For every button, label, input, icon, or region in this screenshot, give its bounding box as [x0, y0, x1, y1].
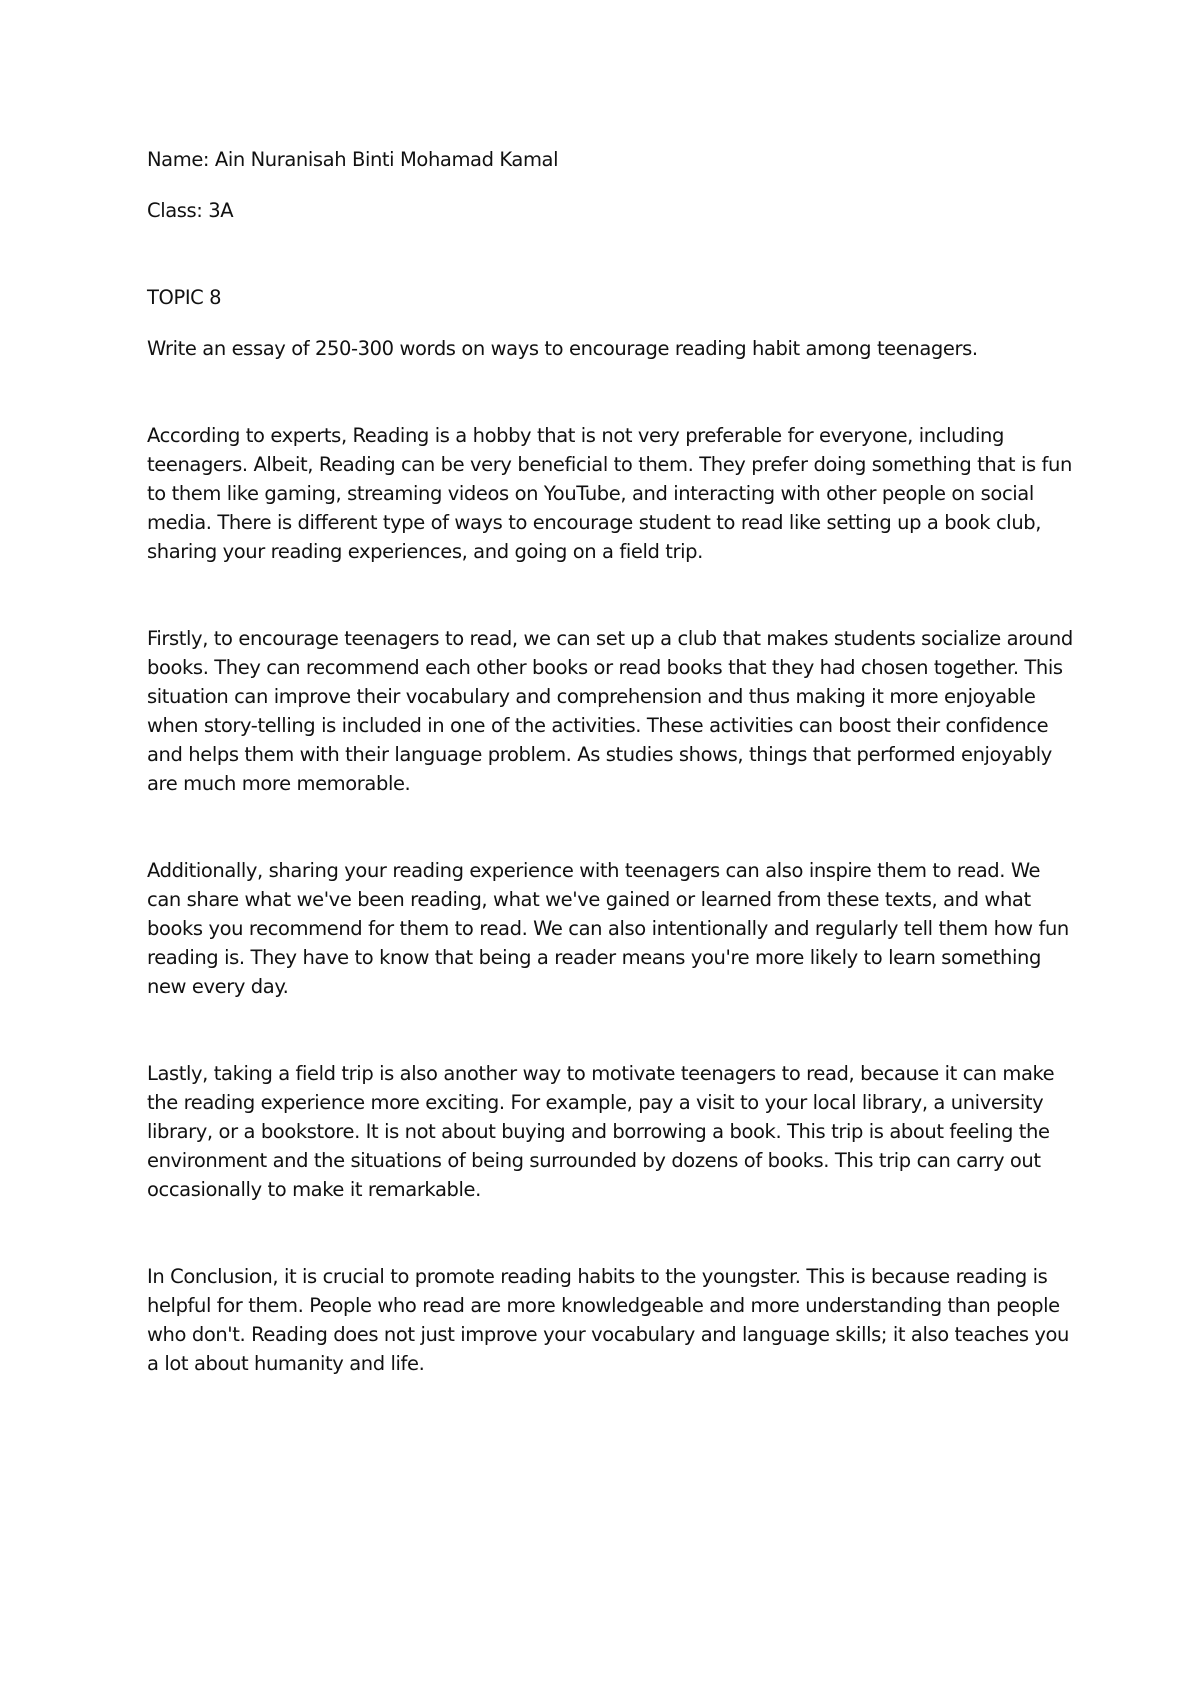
student-class: Class: 3A — [147, 199, 234, 222]
essay-paragraph-additionally: Additionally, sharing your reading experience with teenagers can also inspire them to read. We can share what we've been reading, what we've gained or learned from these texts, and what books you recommend for them to read. We can also intentionally and regularly tell them how fun reading is. They have to know that being a reader means you're more likely to learn something new every day. — [147, 859, 1069, 998]
document-body — [147, 145, 1077, 1436]
student-name: Name: Ain Nuranisah Binti Mohamad Kamal — [147, 148, 559, 171]
essay-prompt: Write an essay of 250-300 words on ways to encourage reading habit among teenagers. — [147, 337, 978, 360]
topic-title: TOPIC 8 — [147, 286, 222, 309]
essay-paragraph-conclusion: In Conclusion, it is crucial to promote reading habits to the youngster. This is because reading is helpful for them. People who read are more knowledgeable and more understanding than people who don't. Reading does not just improve your vocabulary and language skills; it also teaches you a lot about humanity and life. — [147, 1265, 1070, 1375]
essay-paragraph-firstly: Firstly, to encourage teenagers to read, we can set up a club that makes students socialize around books. They can recommend each other books or read books that they had chosen together. This situation can improve their vocabulary and comprehension and thus making it more enjoyable when story-telling is included in one of the activities. These activities can boost their confidence and helps them with their language problem. As studies shows, things that performed enjoyably are much more memorable. — [147, 627, 1073, 795]
essay-paragraph-intro: According to experts, Reading is a hobby that is not very preferable for everyone, including teenagers. Albeit, Reading can be very beneficial to them. They prefer doing something that is fun to them like gaming, streaming videos on YouTube, and interacting with other people on social media. There is different type of ways to encourage student to read like setting up a book club, sharing your reading experiences, and going on a field trip. — [147, 424, 1072, 563]
essay-paragraph-lastly: Lastly, taking a field trip is also another way to motivate teenagers to read, because it can make the reading experience more exciting. For example, pay a visit to your local library, a university library, or a bookstore. It is not about buying and borrowing a book. This trip is about feeling the environment and the situations of being surrounded by dozens of books. This trip can carry out occasionally to make it remarkable. — [147, 1062, 1055, 1201]
